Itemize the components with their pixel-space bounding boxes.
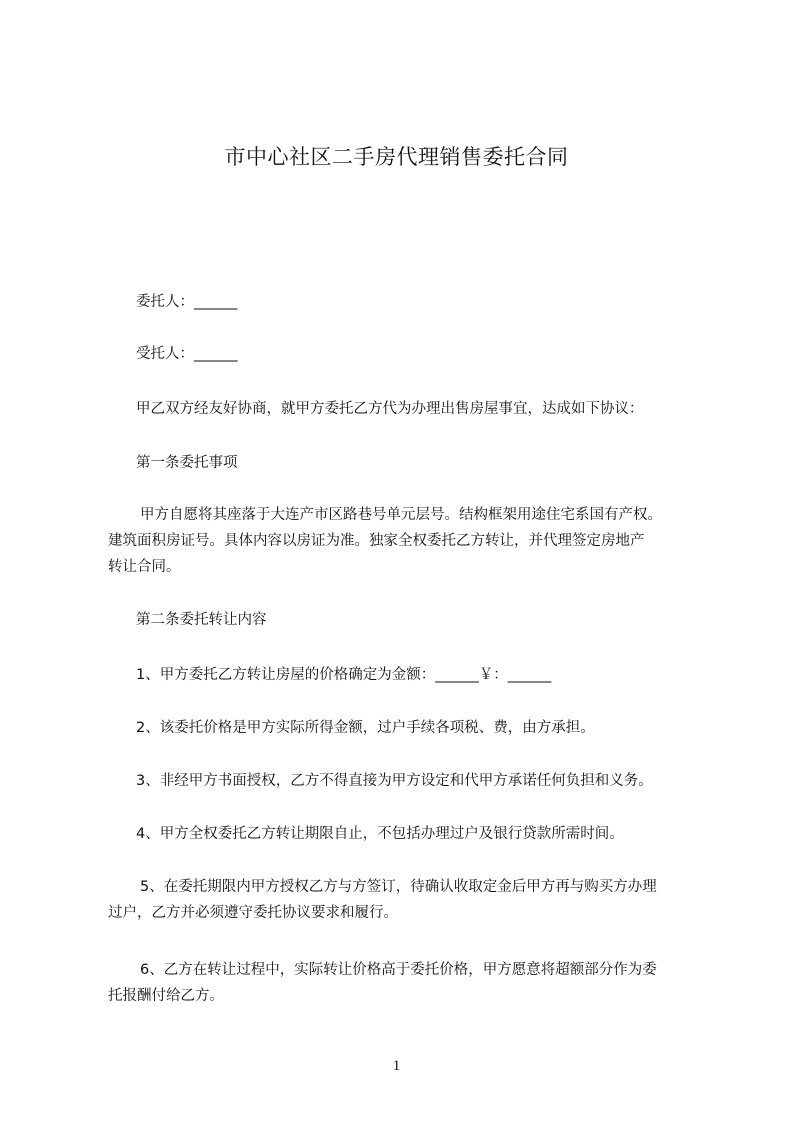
article-2-item-1: 1、甲方委托乙方转让房屋的价格确定为金额：______￥：______ (136, 667, 552, 683)
article-2-heading: 第二条委托转让内容 (136, 612, 267, 628)
article-2-item-5 (108, 874, 708, 926)
item-6-line: 托报酬付给乙方。 (108, 988, 224, 1004)
article-1-line: 转让合同。 (108, 559, 181, 575)
preamble-paragraph: 甲乙双方经友好协商，就甲方委托乙方代为办理出售房屋事宜，达成如下协议： (136, 401, 644, 417)
item-5-line: 5、在委托期限内甲方授权乙方与方签订，待确认收取定金后甲方再与购买方办理 (140, 879, 657, 895)
trustee-line: 受托人：______ (136, 346, 238, 362)
item-5-line: 过户，乙方并必须遵守委托协议要求和履行。 (108, 905, 398, 921)
article-1-heading: 第一条委托事项 (136, 455, 238, 471)
article-2-item-3: 3、非经甲方书面授权，乙方不得直接为甲方设定和代甲方承诺任何负担和义务。 (136, 773, 653, 789)
item-6-line: 6、乙方在转让过程中，实际转让价格高于委托价格，甲方愿意将超额部分作为委 (140, 962, 657, 978)
article-1-line: 建筑面积房证号。具体内容以房证为准。独家全权委托乙方转让，并代理签定房地产 (108, 533, 645, 549)
article-2-item-6 (108, 957, 708, 1009)
article-2-item-4: 4、甲方全权委托乙方转让期限自止，不包括办理过户及银行贷款所需时间。 (136, 826, 624, 842)
page-number: 1 (392, 1058, 401, 1074)
article-1-paragraph (108, 502, 708, 580)
article-2-item-2: 2、该委托价格是甲方实际所得金额，过户手续各项税、费，由方承担。 (136, 720, 595, 736)
document-title: 市中心社区二手房代理销售委托合同 (224, 145, 569, 169)
entrustor-line: 委托人：______ (136, 294, 238, 310)
article-1-line: 甲方自愿将其座落于大连产市区路巷号单元层号。结构框架用途住宅系国有产权。 (140, 507, 662, 523)
